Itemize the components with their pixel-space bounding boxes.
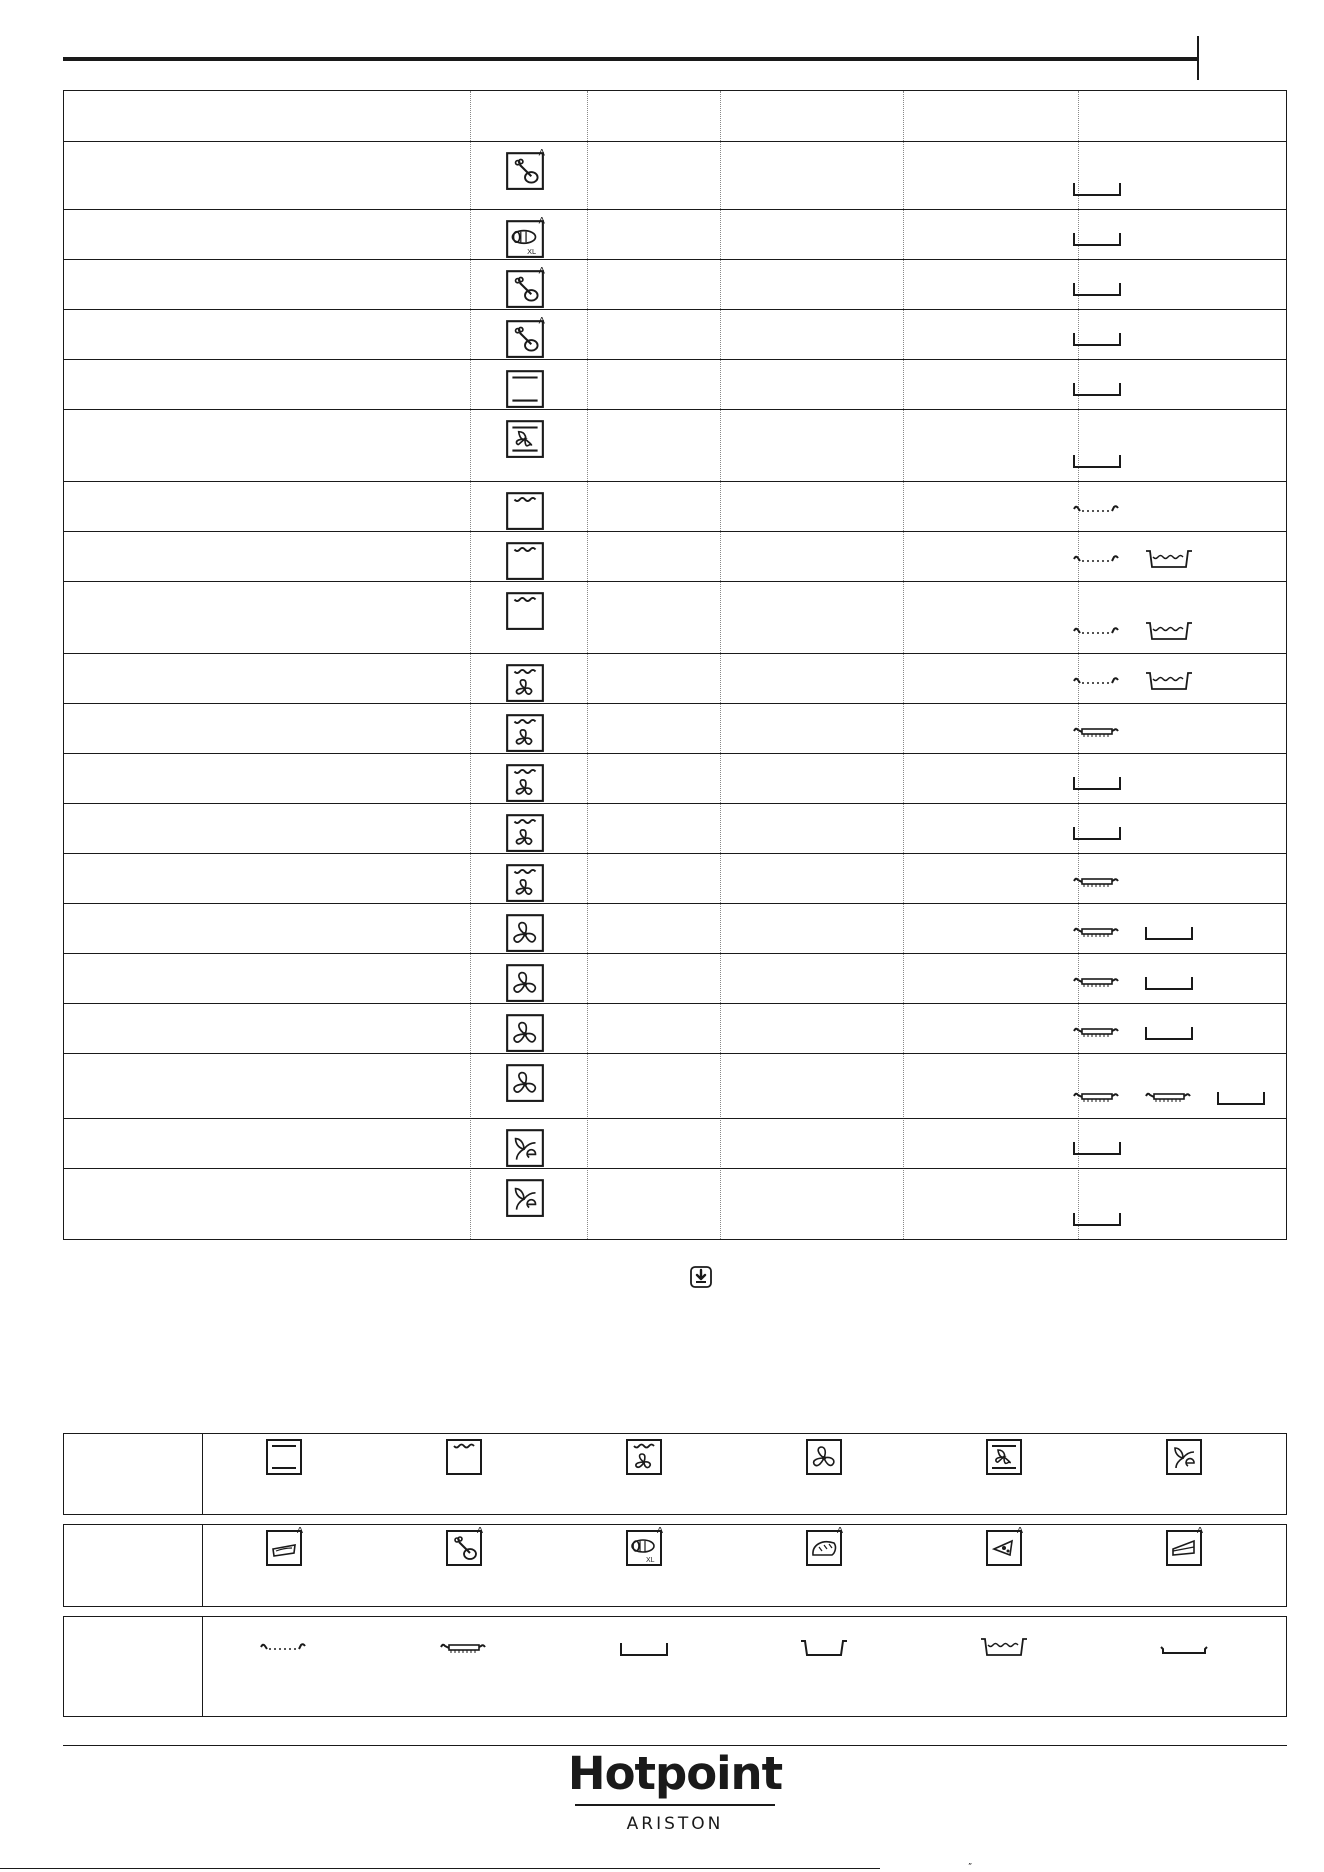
eco-icon	[504, 1126, 546, 1168]
svg-text:A: A	[538, 267, 545, 277]
tray-icon	[1072, 275, 1122, 299]
roast-xl-auto-icon	[504, 217, 546, 259]
wire-shelf-icon	[1072, 969, 1122, 993]
rack-icon	[259, 1635, 309, 1659]
forced-air-icon	[504, 1011, 546, 1053]
tray-icon	[1072, 375, 1122, 399]
footer-mark: ”	[968, 1862, 973, 1871]
conventional-icon	[264, 1436, 304, 1476]
rack-icon	[1072, 547, 1122, 571]
table-row	[64, 853, 1286, 903]
svg-text:A: A	[538, 149, 545, 159]
wire-shelf-icon	[1072, 719, 1122, 743]
table-row	[64, 953, 1286, 1003]
page-bottom-rule	[0, 1868, 880, 1869]
grill-icon	[504, 489, 546, 531]
drip-tray-icon	[979, 1635, 1029, 1659]
svg-text:XL: XL	[527, 246, 537, 256]
svg-text:A: A	[657, 1527, 664, 1535]
table-row	[64, 1003, 1286, 1053]
rack-icon	[1072, 497, 1122, 521]
legend-functions	[63, 1433, 1287, 1515]
rack-icon	[1072, 669, 1122, 693]
drip-tray-icon	[1144, 669, 1194, 693]
table-row	[64, 481, 1286, 531]
table-row	[64, 531, 1286, 581]
fan-top-icon	[504, 417, 546, 459]
table-row	[64, 209, 1286, 259]
table-row	[64, 703, 1286, 753]
drip-tray-icon	[1144, 619, 1194, 643]
wire-shelf-icon	[1144, 1084, 1194, 1108]
forced-air-icon	[504, 911, 546, 953]
forced-air-icon	[804, 1436, 844, 1476]
tray-icon	[1072, 1205, 1122, 1229]
turbo-grill-icon	[504, 761, 546, 803]
tray-shallow-icon	[1159, 1635, 1209, 1659]
casserole-auto-icon	[264, 1527, 304, 1567]
cooking-table	[63, 90, 1287, 1240]
download-icon[interactable]	[690, 1266, 712, 1288]
grill-icon	[504, 539, 546, 581]
wire-shelf-icon	[1072, 1084, 1122, 1108]
table-row	[64, 653, 1286, 703]
legend-accessories	[63, 1616, 1287, 1717]
table-row	[64, 903, 1286, 953]
table-row	[64, 141, 1286, 209]
roast-auto-icon	[444, 1527, 484, 1567]
svg-text:A: A	[477, 1527, 484, 1535]
table-row	[64, 581, 1286, 653]
roast-auto-icon	[504, 317, 546, 359]
turbo-grill-icon	[624, 1436, 664, 1476]
baking-tray-icon	[799, 1635, 849, 1659]
eco-icon	[504, 1176, 546, 1218]
grill-icon	[504, 589, 546, 631]
turbo-grill-icon	[504, 811, 546, 853]
bread-auto-icon	[804, 1527, 844, 1567]
svg-text:A: A	[297, 1527, 304, 1535]
wire-shelf-icon	[1072, 1019, 1122, 1043]
svg-text:A: A	[1017, 1527, 1024, 1535]
brand-subname: ARISTON	[626, 1814, 724, 1834]
legend-auto-functions	[63, 1524, 1287, 1607]
drip-tray-icon	[1144, 547, 1194, 571]
turbo-grill-icon	[504, 661, 546, 703]
header-rule	[63, 57, 1198, 61]
svg-text:A: A	[538, 217, 545, 227]
roast-auto-icon	[504, 267, 546, 309]
grill-icon	[444, 1436, 484, 1476]
fan-top-icon	[984, 1436, 1024, 1476]
svg-text:A: A	[837, 1527, 844, 1535]
tray-icon	[1072, 175, 1122, 199]
table-row	[64, 753, 1286, 803]
wire-shelf-icon	[1072, 919, 1122, 943]
turbo-grill-icon	[504, 711, 546, 753]
wire-shelf-icon	[439, 1635, 489, 1659]
header-tick	[1197, 36, 1199, 80]
roast-auto-icon	[504, 149, 546, 191]
svg-text:XL: XL	[646, 1557, 655, 1564]
tray-icon	[1072, 447, 1122, 471]
tray-icon	[1144, 919, 1194, 943]
brand-rule	[575, 1804, 775, 1806]
svg-text:A: A	[1197, 1527, 1204, 1535]
tray-icon	[1216, 1084, 1266, 1108]
eco-icon	[1164, 1436, 1204, 1476]
tray-icon	[1072, 769, 1122, 793]
tray-icon	[1144, 1019, 1194, 1043]
cake-auto-icon	[1164, 1527, 1204, 1567]
tray-icon	[1144, 969, 1194, 993]
tray-icon	[1072, 225, 1122, 249]
rack-icon	[1072, 619, 1122, 643]
svg-text:A: A	[538, 317, 545, 327]
tray-icon	[1072, 325, 1122, 349]
table-row	[64, 1168, 1286, 1239]
table-row	[64, 1053, 1286, 1118]
forced-air-icon	[504, 961, 546, 1003]
tray-icon	[1072, 1134, 1122, 1158]
pizza-auto-icon	[984, 1527, 1024, 1567]
table-row	[64, 259, 1286, 309]
table-row	[64, 803, 1286, 853]
table-row	[64, 359, 1286, 409]
roast-xl-auto-icon	[624, 1527, 664, 1567]
table-row	[64, 409, 1286, 481]
turbo-grill-icon	[504, 861, 546, 903]
conventional-icon	[504, 367, 546, 409]
forced-air-icon	[504, 1061, 546, 1103]
brand-name: Hotpoint	[567, 1747, 783, 1800]
tray-icon	[1072, 819, 1122, 843]
wire-shelf-icon	[1072, 869, 1122, 893]
table-row	[64, 1118, 1286, 1168]
table-row	[64, 309, 1286, 359]
brand-logo	[560, 1745, 790, 1845]
tray-icon	[619, 1635, 669, 1659]
